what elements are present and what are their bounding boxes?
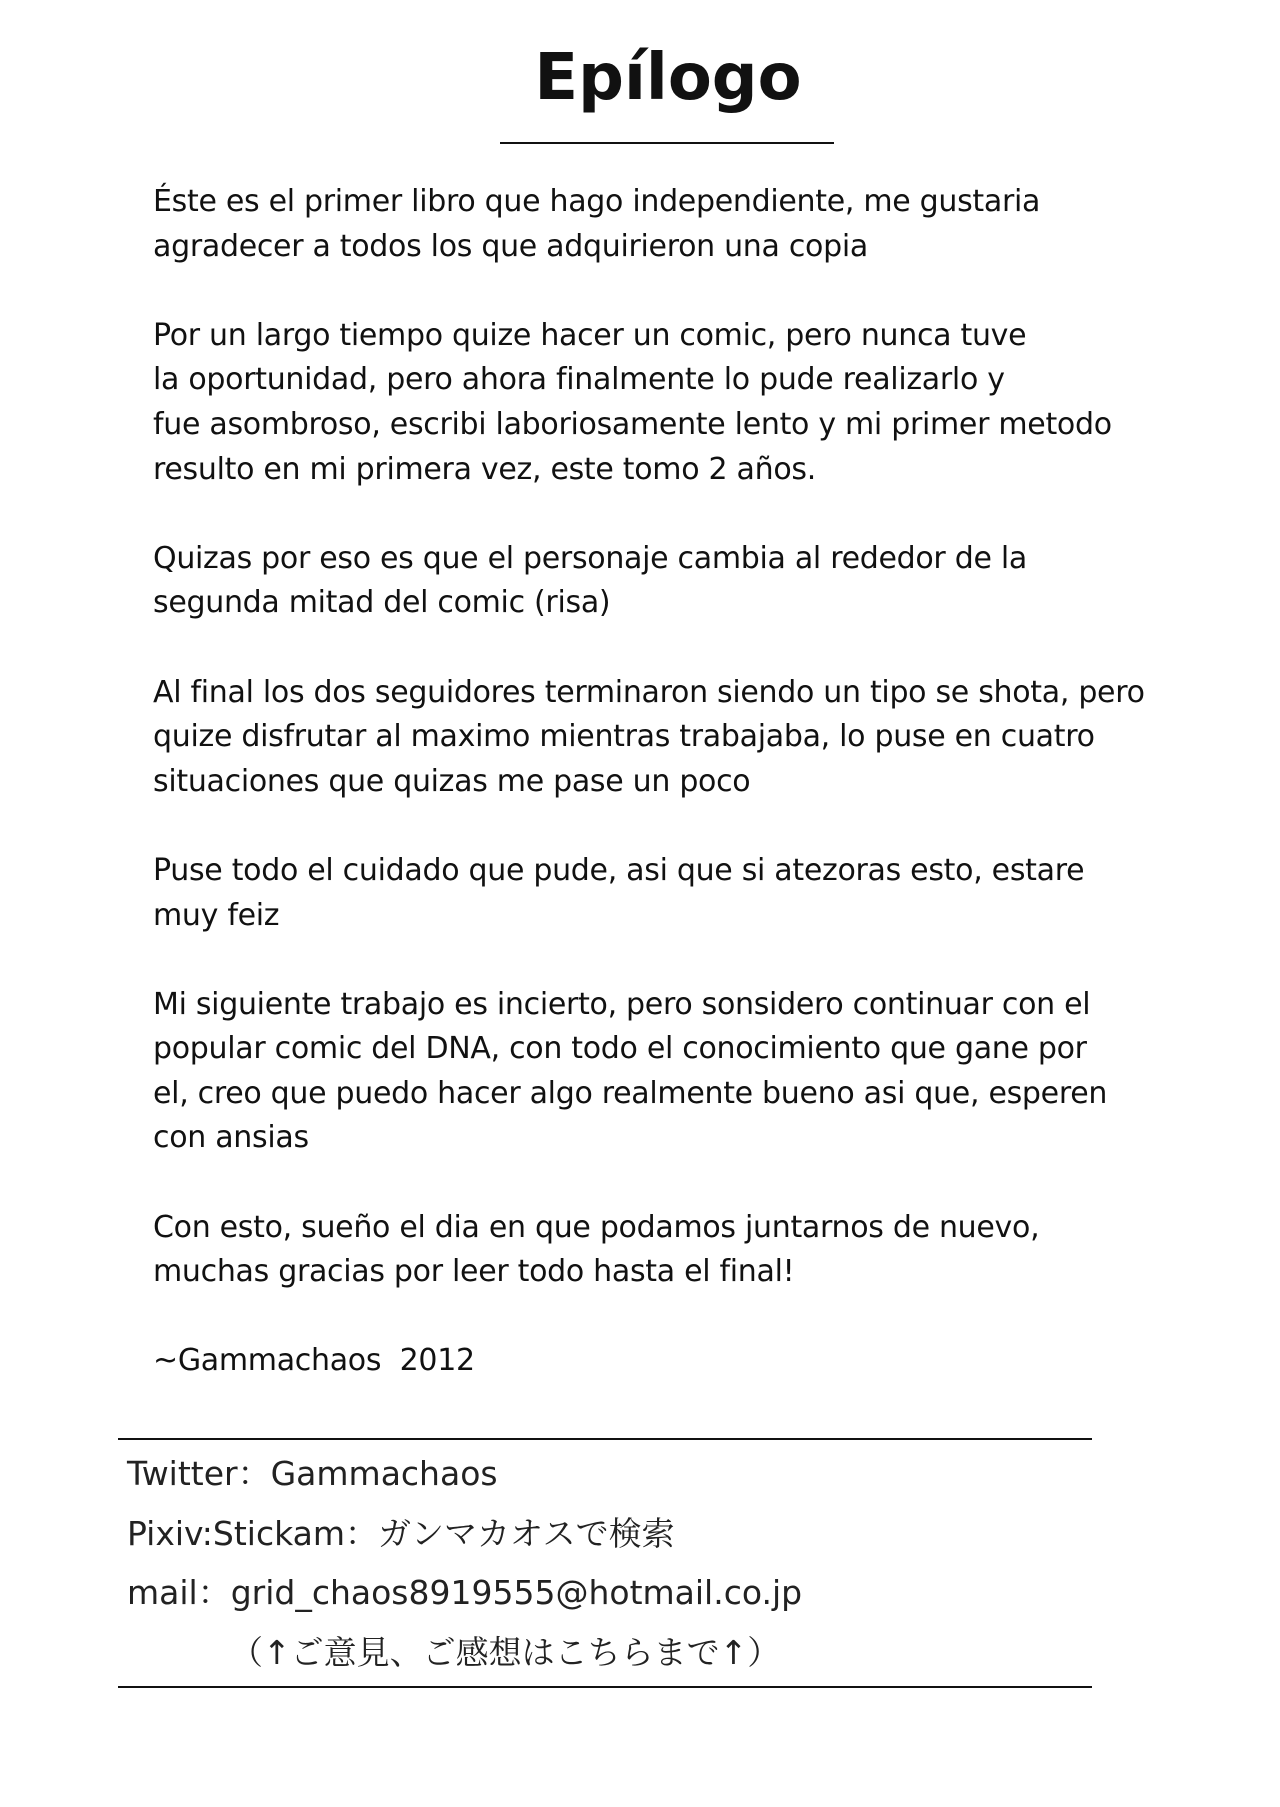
- paragraph-line: segunda mitad del comic (risa): [153, 585, 611, 621]
- feedback-note: （↑ご意見、ご感想はこちらまで↑）: [230, 1632, 781, 1672]
- paragraph-line: fue asombroso, escribi laboriosamente lento y mi primer metodo: [153, 406, 1112, 442]
- paragraph-line: con ansias: [153, 1120, 309, 1156]
- author-signature: ~Gammachaos 2012: [153, 1343, 475, 1379]
- paragraph-5: [153, 849, 1253, 938]
- paragraph-line: la oportunidad, pero ahora finalmente lo pude realizarlo y: [153, 362, 1005, 398]
- paragraph-4: [153, 671, 1253, 805]
- paragraph-line: Con esto, sueño el dia en que podamos juntarnos de nuevo,: [153, 1209, 1040, 1245]
- contact-info: [127, 1444, 802, 1682]
- paragraph-2: [153, 314, 1253, 492]
- epilogue-body: [153, 180, 1253, 1384]
- paragraph-6: [153, 983, 1253, 1161]
- paragraph-line: Mi siguiente trabajo es incierto, pero sonsidero continuar con el: [153, 986, 1091, 1022]
- paragraph-line: el, creo que puedo hacer algo realmente bueno asi que, esperen: [153, 1075, 1108, 1111]
- paragraph-line: Por un largo tiempo quize hacer un comic, pero nunca tuve: [153, 317, 1027, 353]
- paragraph-line: Puse todo el cuidado que pude, asi que si atezoras esto, estare: [153, 852, 1085, 888]
- paragraph-1: [153, 180, 1253, 269]
- page-title: Epílogo: [534, 41, 802, 115]
- paragraph-line: Al final los dos seguidores terminaron siendo un tipo se shota, pero: [153, 674, 1145, 710]
- paragraph-line: situaciones que quizas me pase un poco: [153, 763, 751, 799]
- title-underline: [500, 142, 834, 144]
- paragraph-line: Quizas por eso es que el personaje cambia al rededor de la: [153, 540, 1027, 576]
- contact-bottom-divider: [118, 1686, 1092, 1688]
- paragraph-line: agradecer a todos los que adquirieron una copia: [153, 228, 868, 264]
- paragraph-line: muy feiz: [153, 897, 280, 933]
- pixiv-stickam-info: Pixiv:Stickam：ガンマカオスで検索: [127, 1513, 675, 1553]
- paragraph-line: quize disfrutar al maximo mientras trabajaba, lo puse en cuatro: [153, 719, 1095, 755]
- paragraph-7: [153, 1206, 1253, 1295]
- twitter-handle: Twitter：Gammachaos: [127, 1454, 498, 1493]
- email-address: mail：grid_chaos8919555@hotmail.co.jp: [127, 1573, 803, 1612]
- paragraph-line: popular comic del DNA, con todo el conocimiento que gane por: [153, 1031, 1087, 1067]
- paragraph-line: resulto en mi primera vez, este tomo 2 años.: [153, 451, 816, 487]
- paragraph-line: Éste es el primer libro que hago independiente, me gustaria: [153, 184, 1041, 219]
- paragraph-3: [153, 537, 1253, 626]
- paragraph-line: muchas gracias por leer todo hasta el final!: [153, 1254, 795, 1290]
- contact-top-divider: [118, 1438, 1092, 1440]
